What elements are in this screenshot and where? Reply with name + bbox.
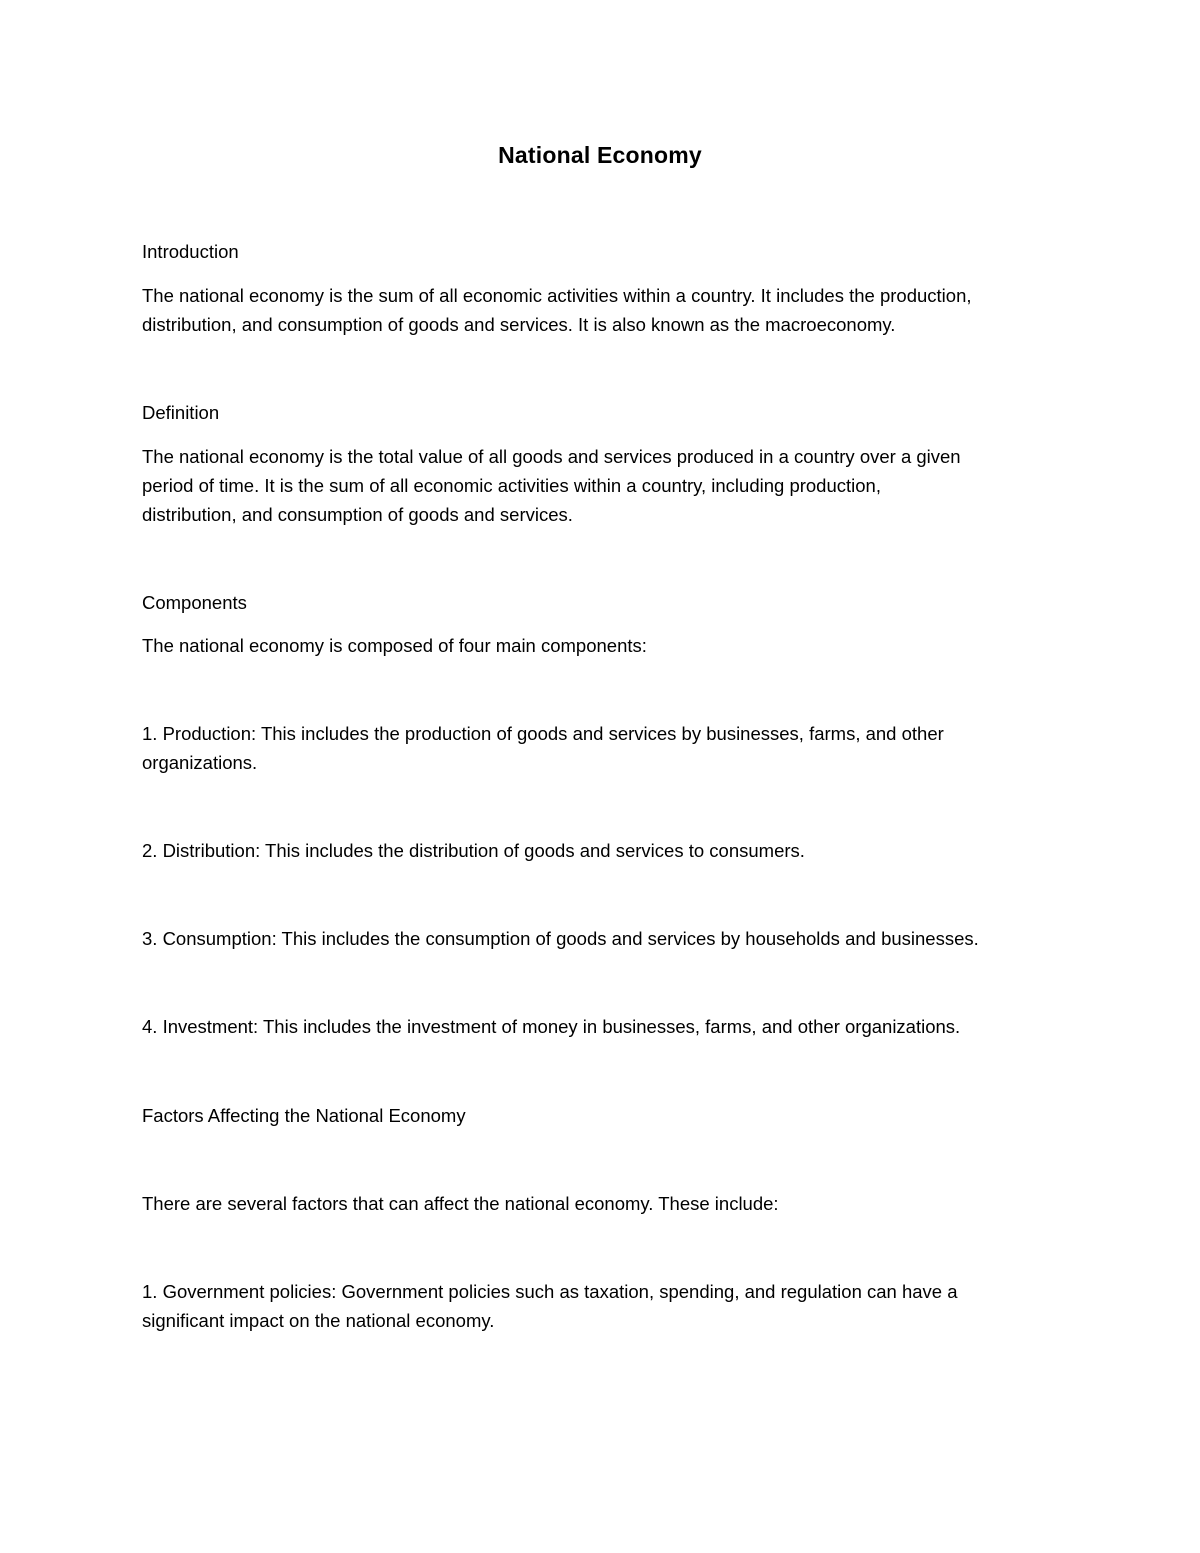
definition-paragraph-line: period of time. It is the sum of all economic activities within a country, including production, <box>142 475 881 496</box>
introduction-paragraph-line: distribution, and consumption of goods and services. It is also known as the macroeconomy. <box>142 314 896 335</box>
component-item-production: 1. Production: This includes the production of goods and services by businesses, farms, and other <box>142 723 944 744</box>
component-item-production-continued: organizations. <box>142 752 258 773</box>
definition-paragraph-line: distribution, and consumption of goods and services. <box>142 504 573 525</box>
factor-item-government-policies: 1. Government policies: Government policies such as taxation, spending, and regulation can have a <box>142 1281 958 1302</box>
component-item-consumption: 3. Consumption: This includes the consumption of goods and services by households and businesses. <box>142 928 979 949</box>
component-item-investment: 4. Investment: This includes the investment of money in businesses, farms, and other organizations. <box>142 1016 961 1037</box>
section-heading-introduction: Introduction <box>142 241 239 262</box>
section-heading-factors: Factors Affecting the National Economy <box>142 1105 466 1126</box>
document-title: National Economy <box>498 142 702 168</box>
components-intro: The national economy is composed of four main components: <box>142 635 647 656</box>
component-item-distribution: 2. Distribution: This includes the distribution of goods and services to consumers. <box>142 840 805 861</box>
factor-item-government-policies-continued: significant impact on the national economy. <box>142 1310 495 1331</box>
section-heading-components: Components <box>142 592 247 613</box>
factors-intro: There are several factors that can affect the national economy. These include: <box>142 1193 779 1214</box>
introduction-paragraph-line: The national economy is the sum of all economic activities within a country. It includes the production, <box>142 285 972 306</box>
definition-paragraph-line: The national economy is the total value of all goods and services produced in a country over a given <box>142 446 961 467</box>
section-heading-definition: Definition <box>142 402 220 423</box>
